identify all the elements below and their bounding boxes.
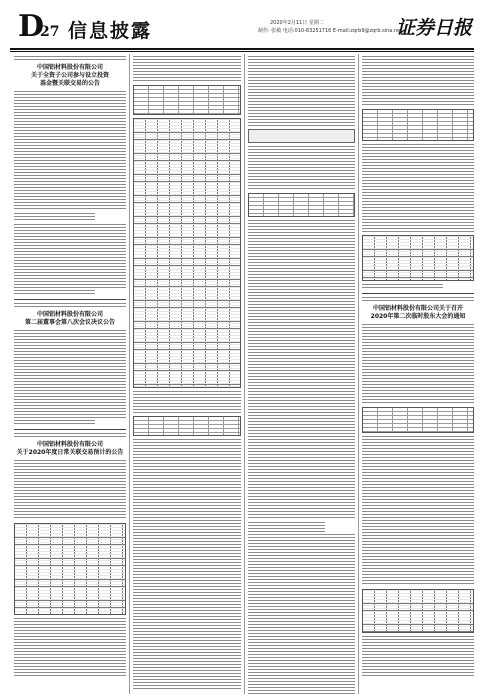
- page-letter: D: [18, 9, 45, 44]
- page-number: 27: [40, 24, 60, 40]
- article-headline: 中国铝材料股份有限公司 关于2020年度日常关联交易预计的公告: [16, 441, 124, 456]
- article-signature: [14, 420, 95, 426]
- article-body: [248, 220, 355, 520]
- editor-line: 制作: 张敏 电话:010-83251716 E-mail:zqrb9@zqrb.sina.net: [258, 28, 403, 34]
- data-table: [248, 193, 355, 217]
- data-table: [133, 118, 241, 388]
- article-headline: 中国铝材料股份有限公司关于召开 2020年第二次临时股东大会的通知: [370, 305, 466, 320]
- article-body: [14, 618, 126, 678]
- article-body: [248, 522, 325, 532]
- data-table: [362, 589, 474, 633]
- column-1: [14, 54, 126, 694]
- data-table: [133, 85, 241, 115]
- article-body: [362, 436, 474, 586]
- article-body: [362, 56, 474, 106]
- kicker-line: [14, 56, 126, 60]
- kicker-line: [14, 433, 126, 437]
- article-signature: [14, 290, 95, 296]
- header-rule-thin: [10, 51, 474, 52]
- article-body: [14, 330, 126, 418]
- article-body: [362, 636, 474, 676]
- article-body: [362, 324, 474, 404]
- article-body: [133, 56, 241, 82]
- article-body: [133, 391, 241, 413]
- article-body: [362, 144, 474, 232]
- column-3: [248, 54, 355, 694]
- column-divider: [244, 54, 245, 694]
- article-body: [14, 460, 126, 520]
- column-4: [362, 54, 474, 694]
- data-table: [362, 235, 474, 281]
- article-headline: 中国铝材料股份有限公司 第二届董事会第八次会议决议公告: [24, 311, 115, 326]
- date-line: 2020年2月11日 星期二: [270, 20, 324, 26]
- column-2: [133, 54, 241, 694]
- header-rule: [10, 48, 474, 50]
- inline-figure: [248, 129, 355, 143]
- masthead-text: 证券日报: [396, 17, 473, 39]
- article-body: [248, 146, 355, 190]
- article-separator: [14, 429, 126, 430]
- data-table: [362, 109, 474, 141]
- article-body: [248, 56, 355, 126]
- article-signature: [362, 284, 443, 290]
- data-table: [14, 523, 126, 615]
- article-headline: 中国铝材料股份有限公司 关于全资子公司参与设立投资 基金暨关联交易的公告: [30, 64, 109, 87]
- article-separator: [362, 293, 474, 294]
- column-divider: [129, 54, 130, 694]
- article-body: [14, 91, 126, 211]
- data-table: [133, 416, 241, 436]
- column-divider: [358, 54, 359, 694]
- article-body: [14, 224, 126, 288]
- data-table: [362, 407, 474, 433]
- masthead-logo: [394, 12, 474, 40]
- article-body: [248, 534, 355, 694]
- page-header: [10, 6, 474, 48]
- kicker-line: [362, 297, 474, 301]
- kicker-line: [14, 303, 126, 307]
- article-body: [133, 439, 241, 689]
- article-separator: [14, 299, 126, 300]
- article-body: [14, 213, 95, 222]
- section-title: 信息披露: [68, 20, 153, 42]
